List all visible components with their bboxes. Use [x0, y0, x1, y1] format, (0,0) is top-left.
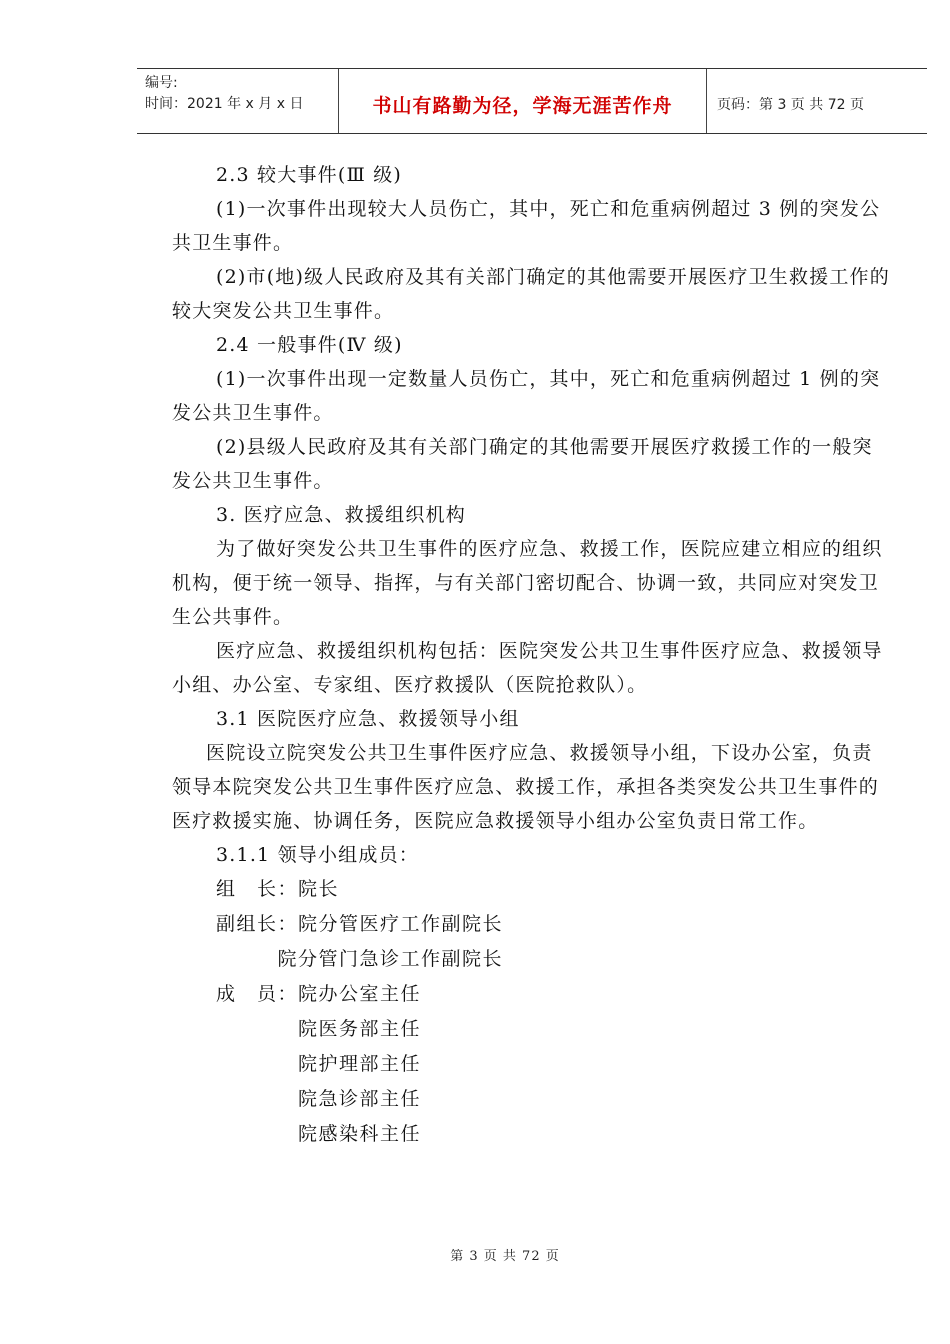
member-list — [172, 872, 890, 1152]
member-line: 院感染科主任 — [216, 1123, 422, 1145]
page-header — [137, 68, 927, 134]
document-body — [172, 158, 890, 1152]
document-code: 编号: — [145, 75, 178, 91]
document-time: 时间：2021 年 x 月 x 日 — [145, 96, 304, 112]
member-line: 院急诊部主任 — [216, 1088, 422, 1110]
paragraph: (2)县级人民政府及其有关部门确定的其他需要开展医疗救援工作的一般突发公共卫生事件。 — [172, 436, 873, 492]
paragraph: 医院设立院突发公共卫生事件医疗应急、救援领导小组，下设办公室，负责领导本院突发公共卫生事件医疗应急、救援工作，承担各类突发公共卫生事件的医疗救援实施、协调任务，医院应急救援领导小组办公室负责日常工作。 — [172, 742, 880, 832]
header-motto: 书山有路勤为径，学海无涯苦作舟 — [339, 69, 707, 133]
member-line: 院护理部主任 — [216, 1053, 422, 1075]
member-line: 院医务部主任 — [216, 1018, 422, 1040]
member-line: 院分管门急诊工作副院长 — [216, 948, 504, 970]
page-footer: 第 3 页 共 72 页 — [450, 1249, 560, 1264]
section-heading-3-1-1: 3.1.1 领导小组成员： — [216, 844, 419, 866]
header-meta — [137, 69, 339, 133]
section-heading-3: 3. 医疗应急、救援组织机构 — [216, 504, 466, 526]
section-heading-3-1: 3.1 医院医疗应急、救援领导小组 — [216, 708, 520, 730]
paragraph: (2)市(地)级人民政府及其有关部门确定的其他需要开展医疗卫生救援工作的较大突发公共卫生事件。 — [172, 266, 890, 322]
paragraph: (1)一次事件出现一定数量人员伤亡，其中，死亡和危重病例超过 1 例的突发公共卫生事件。 — [172, 368, 881, 424]
header-page-info: 页码：第 3 页 共 72 页 — [717, 97, 864, 113]
member-line: 成 员：院办公室主任 — [216, 983, 422, 1005]
member-line: 组 长：院长 — [216, 878, 340, 900]
section-heading-2-3: 2.3 较大事件(Ⅲ 级) — [216, 164, 403, 186]
paragraph: 医疗应急、救援组织机构包括：医院突发公共卫生事件医疗应急、救援领导小组、办公室、专家组、医疗救援队（医院抢救队）。 — [172, 640, 883, 696]
member-line: 副组长：院分管医疗工作副院长 — [216, 913, 504, 935]
paragraph: 为了做好突发公共卫生事件的医疗应急、救援工作，医院应建立相应的组织机构，便于统一领导、指挥，与有关部门密切配合、协调一致，共同应对突发卫生公共事件。 — [172, 538, 883, 628]
paragraph: (1)一次事件出现较大人员伤亡，其中，死亡和危重病例超过 3 例的突发公共卫生事件。 — [172, 198, 881, 254]
section-heading-2-4: 2.4 一般事件(Ⅳ 级) — [216, 334, 403, 356]
